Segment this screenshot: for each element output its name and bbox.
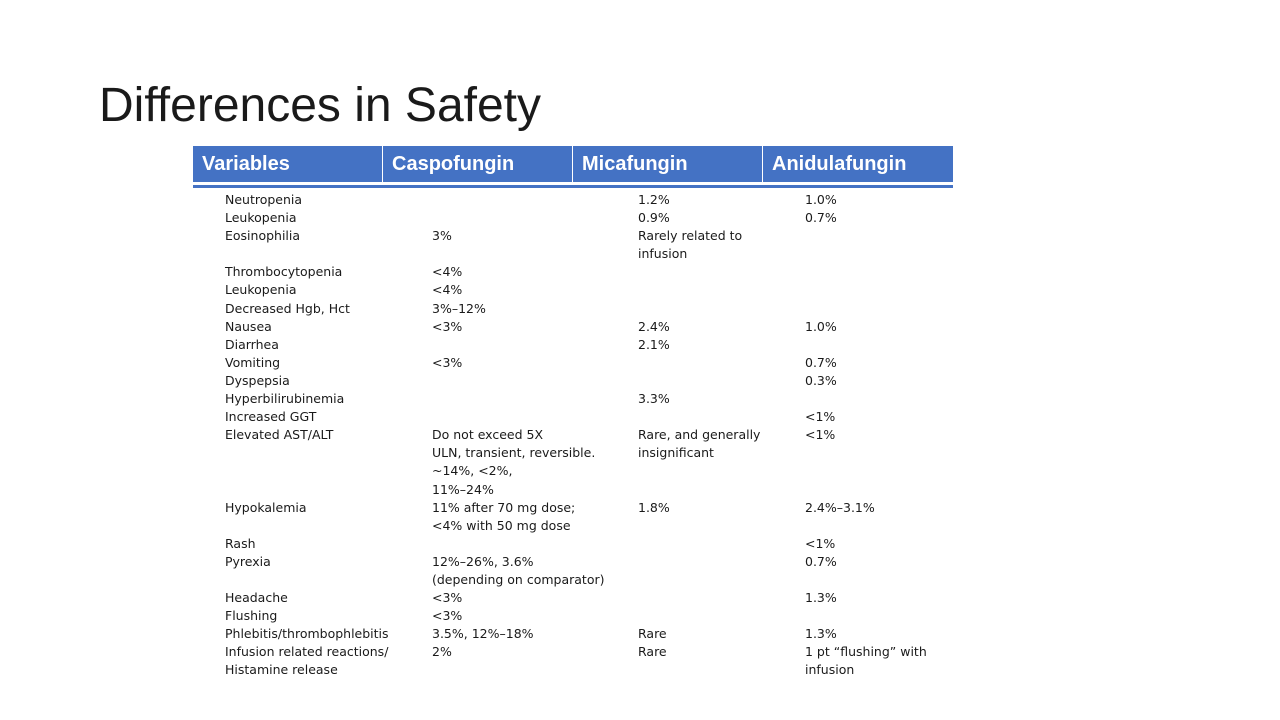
cell-caspofungin — [432, 209, 638, 227]
cell-variable: Nausea — [225, 318, 272, 334]
cell-micafungin: Rarely related to infusion — [638, 228, 743, 262]
table-row — [225, 227, 965, 263]
cell-micafungin: Rare, and generally insignificant — [638, 427, 761, 461]
cell-anidulafungin — [805, 607, 965, 625]
cell-variable: Diarrhea — [225, 336, 279, 352]
cell-caspofungin — [432, 408, 638, 426]
cell-anidulafungin: 1.0% — [805, 192, 837, 207]
cell-variable: Eosinophilia — [225, 228, 301, 244]
cell-micafungin — [638, 354, 805, 372]
cell-anidulafungin: 0.7% — [805, 553, 837, 569]
cell-micafungin: 2.1% — [638, 336, 670, 352]
cell-variable: Phlebitis/thrombophlebitis — [225, 626, 389, 642]
cell-micafungin: Rare — [638, 626, 667, 642]
cell-variable: Pyrexia — [225, 553, 271, 569]
cell-anidulafungin: 1.0% — [805, 318, 837, 334]
table-row — [225, 553, 965, 589]
cell-variable: Elevated AST/ALT — [225, 427, 334, 443]
cell-micafungin: 2.4% — [638, 318, 670, 334]
header-anidulafungin: Anidulafungin — [772, 153, 907, 175]
cell-anidulafungin — [805, 336, 965, 354]
cell-caspofungin: Do not exceed 5X ULN, transient, reversible. ~14%, <2%, 11%–24% — [432, 427, 596, 497]
cell-anidulafungin: 0.7% — [805, 354, 837, 370]
cell-variable: Leukopenia — [225, 282, 297, 298]
cell-variable: Hyperbilirubinemia — [225, 391, 345, 407]
header-caspofungin: Caspofungin — [383, 146, 573, 182]
table-row — [225, 336, 965, 354]
table-row — [225, 372, 965, 390]
cell-anidulafungin: <1% — [805, 535, 836, 551]
cell-variable: Vomiting — [225, 354, 281, 370]
header-variables: Variables — [193, 146, 383, 182]
cell-variable: Rash — [225, 535, 256, 551]
cell-variable: Decreased Hgb, Hct — [225, 300, 350, 316]
cell-caspofungin: 3.5%, 12%–18% — [432, 626, 534, 642]
cell-micafungin — [638, 607, 805, 625]
cell-variable: Infusion related reactions/ Histamine release — [225, 644, 389, 678]
table-header — [193, 146, 953, 185]
cell-variable: Thrombocytopenia — [225, 264, 343, 280]
table-row — [225, 263, 965, 281]
cell-anidulafungin — [805, 227, 965, 263]
table-row — [225, 625, 965, 643]
table-row — [225, 535, 965, 553]
cell-variable: Headache — [225, 590, 288, 606]
cell-caspofungin: <3% — [432, 318, 463, 334]
cell-micafungin — [638, 263, 805, 281]
table-row — [225, 643, 965, 679]
cell-anidulafungin — [805, 300, 965, 318]
cell-variable: Hypokalemia — [225, 499, 307, 515]
cell-micafungin — [638, 281, 805, 299]
table-row — [225, 281, 965, 299]
table-row — [225, 318, 965, 336]
table-row — [225, 408, 965, 426]
slide-title: Differences in Safety — [99, 79, 542, 132]
cell-micafungin — [638, 535, 805, 553]
cell-variable: Increased GGT — [225, 409, 317, 425]
cell-caspofungin: 3% — [432, 228, 452, 244]
cell-variable: Flushing — [225, 608, 278, 624]
cell-caspofungin: 3%–12% — [432, 300, 486, 316]
table-row — [225, 354, 965, 372]
cell-micafungin — [638, 408, 805, 426]
cell-anidulafungin: 1.3% — [805, 590, 837, 606]
cell-caspofungin: 12%–26%, 3.6% (depending on comparator) — [432, 553, 605, 587]
table-row — [225, 191, 965, 209]
cell-anidulafungin: 1 pt “flushing” with infusion — [805, 644, 927, 678]
cell-caspofungin: <4% — [432, 264, 463, 280]
cell-anidulafungin: 0.7% — [805, 210, 837, 226]
table-row — [225, 589, 965, 607]
table-row — [225, 426, 965, 498]
cell-anidulafungin: <1% — [805, 409, 836, 425]
cell-variable: Neutropenia — [225, 192, 303, 207]
cell-caspofungin — [432, 191, 638, 209]
table-row — [225, 499, 965, 535]
cell-caspofungin: <3% — [432, 354, 463, 370]
cell-caspofungin — [432, 336, 638, 354]
cell-anidulafungin — [805, 390, 965, 408]
cell-anidulafungin — [805, 263, 965, 281]
cell-anidulafungin: 0.3% — [805, 372, 837, 388]
cell-micafungin — [638, 300, 805, 318]
cell-anidulafungin: 2.4%–3.1% — [805, 499, 875, 515]
cell-caspofungin — [432, 535, 638, 553]
cell-micafungin — [638, 589, 805, 607]
cell-micafungin: 3.3% — [638, 391, 670, 407]
cell-caspofungin: 11% after 70 mg dose; <4% with 50 mg dose — [432, 499, 576, 533]
table-row — [225, 390, 965, 408]
cell-caspofungin: <3% — [432, 590, 463, 606]
cell-caspofungin — [432, 390, 638, 408]
cell-micafungin: 1.2% — [638, 192, 670, 207]
cell-micafungin: 0.9% — [638, 210, 670, 226]
cell-variable: Dyspepsia — [225, 372, 290, 388]
cell-micafungin: Rare — [638, 644, 667, 660]
cell-micafungin: 1.8% — [638, 499, 670, 515]
cell-caspofungin: 2% — [432, 644, 452, 660]
table-row — [225, 209, 965, 227]
cell-anidulafungin: 1.3% — [805, 626, 837, 642]
table-row — [225, 300, 965, 318]
cell-caspofungin: <3% — [432, 608, 463, 624]
cell-caspofungin — [432, 372, 638, 390]
safety-table-body — [225, 191, 965, 680]
cell-caspofungin: <4% — [432, 282, 463, 298]
cell-micafungin — [638, 372, 805, 390]
header-micafungin: Micafungin — [573, 146, 763, 182]
cell-micafungin — [638, 553, 805, 589]
cell-variable: Leukopenia — [225, 210, 297, 226]
table-row — [225, 607, 965, 625]
cell-anidulafungin — [805, 281, 965, 299]
cell-anidulafungin: <1% — [805, 427, 836, 443]
